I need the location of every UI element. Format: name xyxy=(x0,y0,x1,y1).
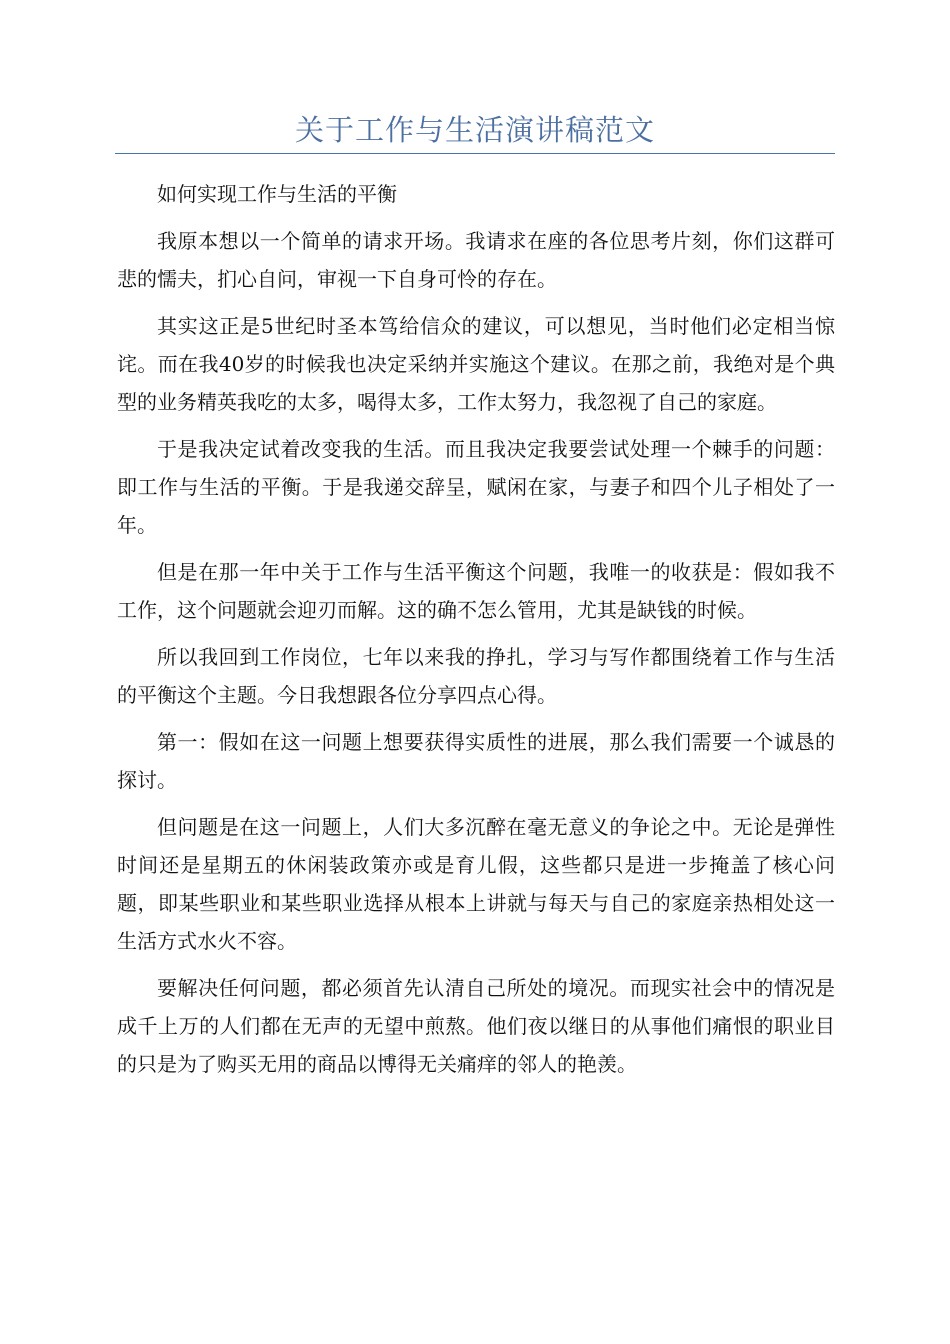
body-paragraph: 第一：假如在这一问题上想要获得实质性的进展，那么我们需要一个诚恳的探讨。 xyxy=(117,730,835,792)
document-body xyxy=(117,175,835,1092)
body-paragraph: 于是我决定试着改变我的生活。而且我决定我要尝试处理一个棘手的问题：即工作与生活的平衡。于是我递交辞呈，赋闲在家，与妻子和四个儿子相处了一年。 xyxy=(117,437,835,537)
title-underline xyxy=(115,153,835,154)
document-title: 关于工作与生活演讲稿范文 xyxy=(294,113,655,147)
body-paragraph: 我原本想以一个简单的请求开场。我请求在座的各位思考片刻，你们这群可悲的懦夫，扪心自问，审视一下自身可怜的存在。 xyxy=(117,229,835,291)
body-paragraph: 但问题是在这一问题上，人们大多沉醉在毫无意义的争论之中。无论是弹性时间还是星期五的休闲装政策亦或是育儿假，这些都只是进一步掩盖了核心问题，即某些职业和某些职业选择从根本上讲就与每天与自己的家庭亲热相处这一生活方式水火不容。 xyxy=(117,815,835,953)
body-paragraph: 要解决任何问题，都必须首先认清自己所处的境况。而现实社会中的情况是成千上万的人们都在无声的无望中煎熬。他们夜以继日的从事他们痛恨的职业目的只是为了购买无用的商品以博得无关痛痒的邻人的艳羡。 xyxy=(117,976,835,1076)
body-paragraph: 其实这正是5世纪时圣本笃给信众的建议，可以想见，当时他们必定相当惊诧。而在我40岁的时候我也决定采纳并实施这个建议。在那之前，我绝对是个典型的业务精英我吃的太多，喝得太多，工作太努力，我忽视了自己的家庭。 xyxy=(117,314,835,414)
body-paragraph: 但是在那一年中关于工作与生活平衡这个问题，我唯一的收获是：假如我不工作，这个问题就会迎刃而解。这的确不怎么管用，尤其是缺钱的时候。 xyxy=(117,560,835,622)
body-paragraph: 所以我回到工作岗位，七年以来我的挣扎，学习与写作都围绕着工作与生活的平衡这个主题。今日我想跟各位分享四点心得。 xyxy=(117,645,835,707)
body-paragraph: 如何实现工作与生活的平衡 xyxy=(157,182,397,206)
